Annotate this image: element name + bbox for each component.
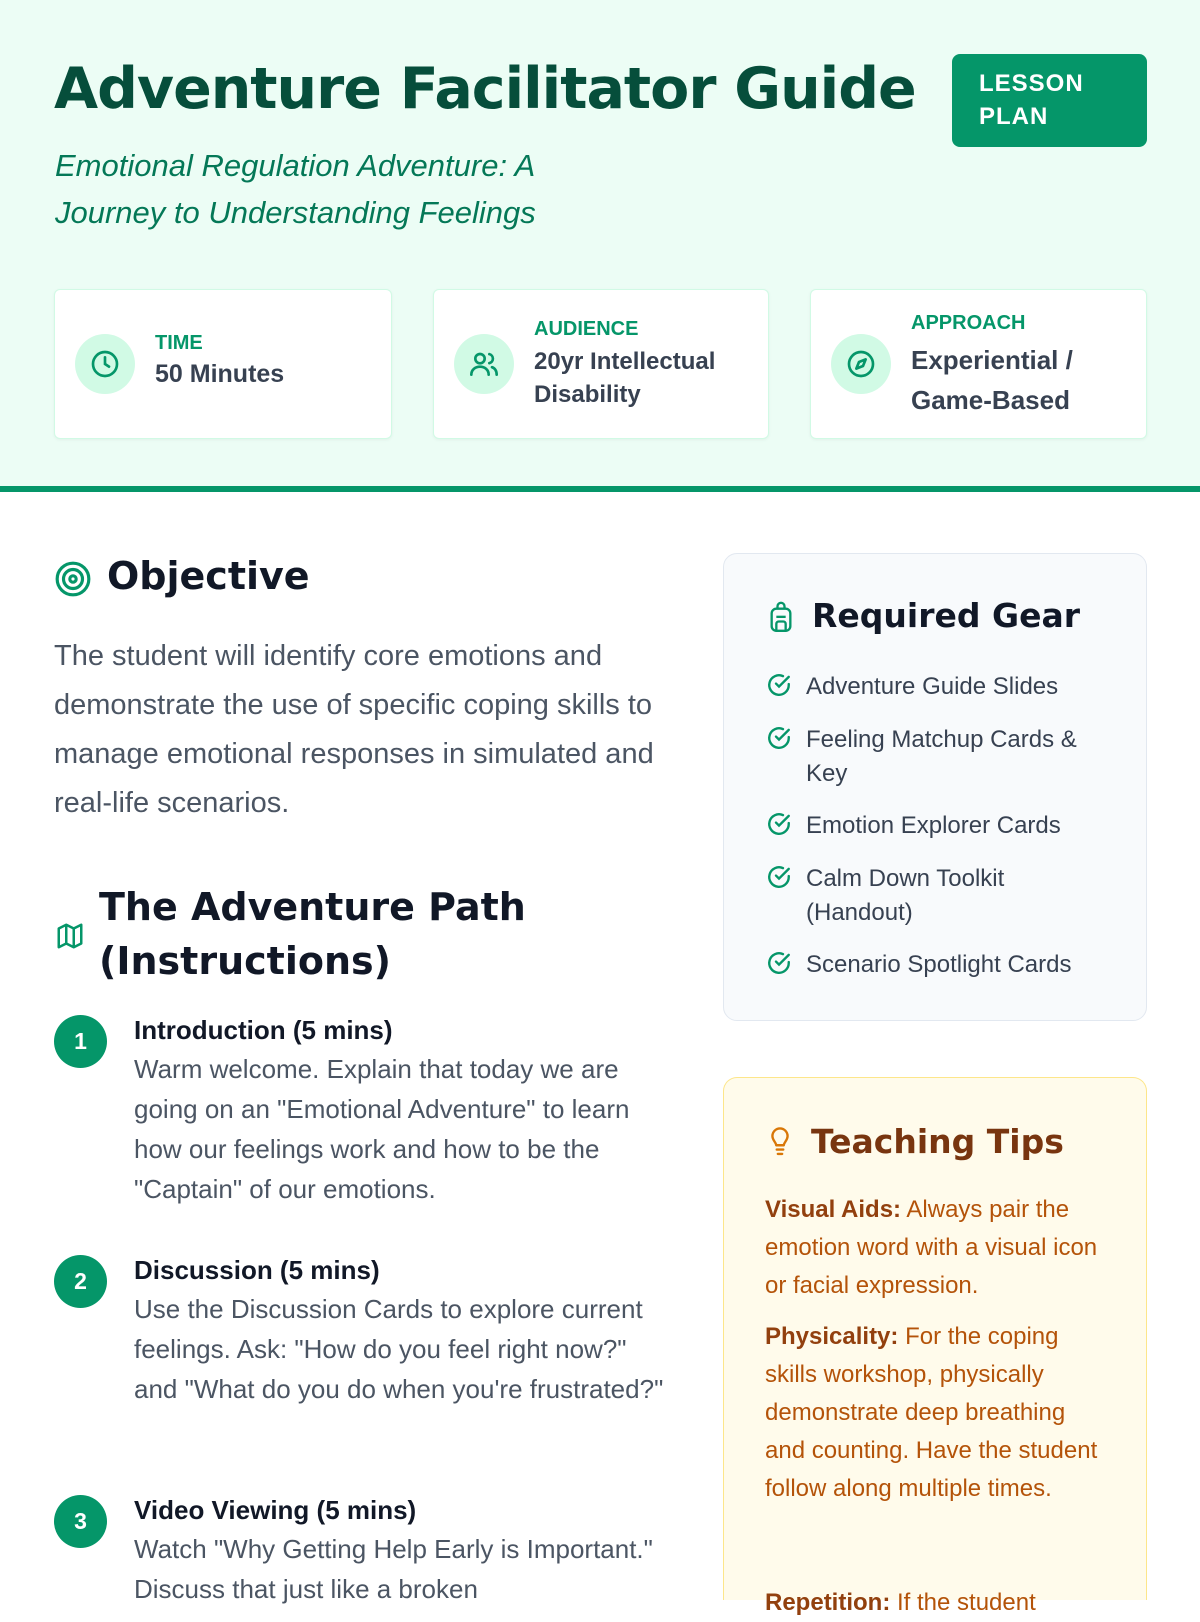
backpack-icon [765,600,797,636]
tip-visual-aids [765,1191,1110,1305]
users-icon [454,334,514,394]
page-title: Adventure Facilitator Guide [54,56,916,122]
approach-line-1: Experiential / [911,345,1073,375]
tip-label: Visual Aids: [765,1196,902,1223]
path-title-line-2: (Instructions) [99,939,391,983]
required-gear-panel [723,553,1147,1021]
objective-title: Objective [107,554,310,598]
step-title: Video Viewing (5 mins) [134,1495,417,1525]
tip-text: For the coping skills workshop, physically demonstrate deep breathing and counting. Have the student follow along multiple times. [765,1323,1098,1502]
step-title: Discussion (5 mins) [134,1255,380,1285]
tip-label: Physicality: [765,1323,899,1350]
header [0,0,1200,492]
gear-title: Required Gear [812,596,1080,635]
step-description: Warm welcome. Explain that today we are going on an "Emotional Adventure" to learn how our feelings work and how to be the "Captain" of our emotions. [134,1054,630,1204]
step-2 [54,1255,694,1455]
check-circle-icon [766,950,792,981]
info-label-time: TIME [155,332,203,354]
tips-title: Teaching Tips [811,1122,1064,1161]
gear-item-label: Feeling Matchup Cards & Key [806,726,1077,787]
step-description: Use the Discussion Cards to explore current feelings. Ask: "How do you feel right now?" and "What do you do when you're frustrated?" [134,1294,664,1404]
info-card-audience [433,289,769,439]
approach-line-2: Game-Based [911,385,1070,415]
check-circle-icon [766,672,792,703]
subtitle-line-2: Journey to Understanding Feelings [55,195,536,230]
info-value-audience [534,345,715,411]
info-label-approach: APPROACH [911,312,1026,334]
subtitle-line-1: Emotional Regulation Adventure: A [55,148,536,183]
tip-text: If the student [890,1589,1036,1616]
lesson-plan-badge [952,54,1147,147]
step-title: Introduction (5 mins) [134,1015,393,1045]
compass-icon [831,334,891,394]
badge-line-2: PLAN [979,103,1049,130]
check-circle-icon [766,811,792,842]
step-3 [54,1495,694,1604]
step-description: Watch "Why Getting Help Early is Important." Discuss that just like a broken [134,1534,653,1604]
info-value-time: 50 Minutes [155,360,285,388]
audience-line-2: Disability [534,381,641,408]
step-number: 3 [54,1495,107,1548]
audience-line-1: 20yr Intellectual [534,348,716,375]
step-number: 2 [54,1255,107,1308]
info-card-approach [810,289,1147,439]
teaching-tips-panel [723,1077,1147,1616]
tip-repetition [765,1584,1110,1616]
info-label-audience: AUDIENCE [534,318,639,340]
tip-text: Always pair the emotion word with a visual icon or facial expression. [765,1196,1098,1299]
page-subtitle [55,142,695,236]
gear-item-label: Emotion Explorer Cards [806,812,1061,839]
gear-item-label: Scenario Spotlight Cards [806,951,1072,978]
badge-line-1: LESSON [979,70,1084,97]
step-number: 1 [54,1015,107,1068]
target-icon [54,560,92,598]
map-icon [54,920,86,952]
tip-physicality [765,1318,1110,1508]
info-value-approach [911,340,1073,420]
check-circle-icon [766,864,792,895]
gear-item-label: Adventure Guide Slides [806,673,1059,700]
step-1 [54,1015,694,1215]
path-title [99,880,526,988]
lightbulb-icon [765,1124,795,1160]
check-circle-icon [766,725,792,756]
gear-item-label: Calm Down Toolkit (Handout) [806,865,1005,926]
clock-icon [75,334,135,394]
info-card-time [54,289,392,439]
path-title-line-1: The Adventure Path [99,885,526,929]
objective-text: The student will identify core emotions and demonstrate the use of specific coping skills to manage emotional responses in simulated and real-life scenarios. [54,640,654,819]
tip-label: Repetition: [765,1589,891,1616]
